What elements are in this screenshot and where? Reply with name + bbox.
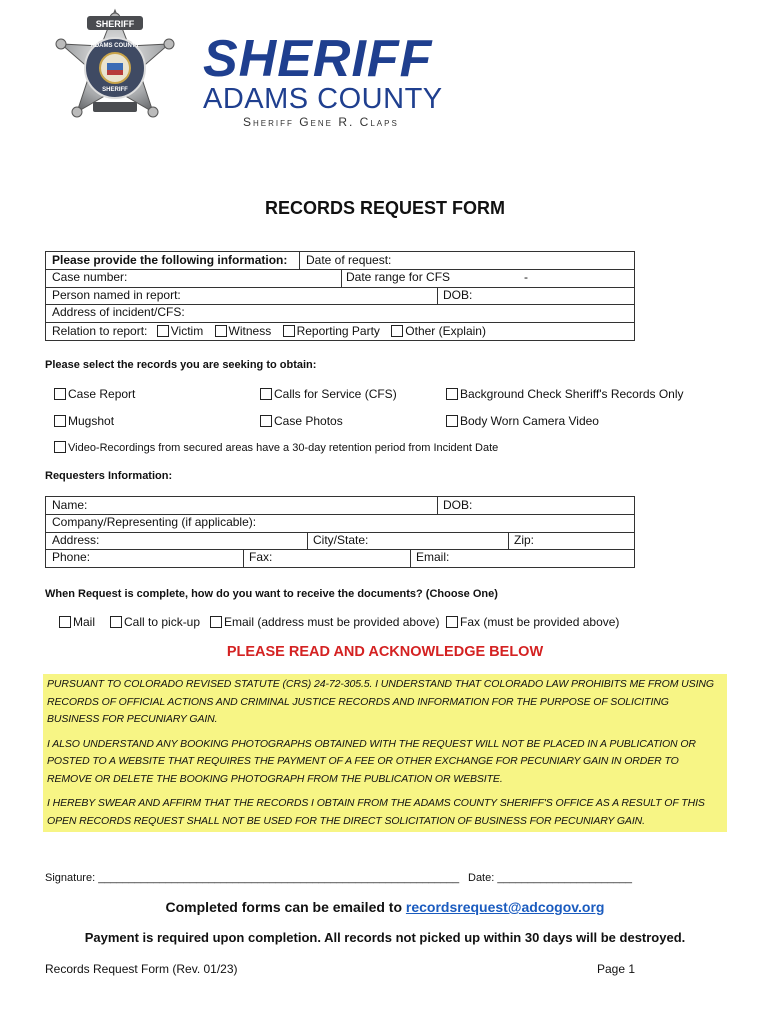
record-option-video[interactable] — [54, 441, 498, 454]
record-option-mugshot[interactable] — [54, 414, 114, 428]
body-camera-checkbox[interactable] — [446, 415, 458, 427]
email-instruction-text: Completed forms can be emailed to — [165, 899, 403, 915]
record-option-case-photos[interactable] — [260, 414, 343, 428]
requester-info-table — [45, 496, 635, 568]
other-checkbox[interactable] — [391, 325, 403, 337]
badge-bottom-text: SHERIFF — [102, 87, 128, 93]
email-instruction — [0, 899, 770, 915]
email-checkbox[interactable] — [210, 616, 222, 628]
address-incident-field[interactable]: Address of incident/CFS: — [52, 305, 185, 319]
fax-label: Fax (must be provided above) — [460, 615, 620, 629]
signature-date-line[interactable]: Date: ______________________ — [468, 872, 632, 884]
dob-field[interactable]: DOB: — [443, 288, 473, 302]
requester-heading: Requesters Information: — [45, 470, 173, 482]
cfs-checkbox[interactable] — [260, 388, 272, 400]
person-named-field[interactable]: Person named in report: — [52, 288, 181, 302]
mugshot-checkbox[interactable] — [54, 415, 66, 427]
sheriff-badge — [55, 8, 175, 130]
delivery-option-pickup[interactable] — [110, 615, 200, 629]
date-range-separator: - — [524, 270, 528, 284]
requester-city-state-field[interactable]: City/State: — [313, 533, 369, 547]
case-photos-checkbox[interactable] — [260, 415, 272, 427]
record-option-body-camera[interactable] — [446, 414, 599, 428]
victim-checkbox[interactable] — [157, 325, 169, 337]
mail-label: Mail — [73, 615, 96, 629]
background-check-checkbox[interactable] — [446, 388, 458, 400]
delivery-option-email[interactable] — [210, 615, 439, 629]
header-sheriff-name: Sheriff Gene R. Claps — [243, 115, 399, 129]
form-revision: Records Request Form (Rev. 01/23) — [45, 962, 238, 976]
mail-checkbox[interactable] — [59, 616, 71, 628]
delivery-option-mail[interactable] — [59, 615, 95, 629]
requester-company-field[interactable]: Company/Representing (if applicable): — [52, 515, 257, 529]
payment-notice: Payment is required upon completion. All records not picked up within 30 days will be destroyed. — [84, 930, 686, 945]
fax-checkbox[interactable] — [446, 616, 458, 628]
other-label: Other (Explain) — [405, 324, 486, 338]
acknowledge-paragraph-3: I HEREBY SWEAR AND AFFIRM THAT THE RECORDS I OBTAIN FROM THE ADAMS COUNTY SHERIFF'S OFFICE AS A RESULT OF THIS OPEN RECORDS REQUEST SHALL NOT BE USED FOR THE DIRECT SOLICITATION OF BUSINESS FOR PECUNIARY GAIN. — [47, 797, 705, 827]
cfs-label: Calls for Service (CFS) — [274, 387, 397, 401]
acknowledge-paragraph-2: I ALSO UNDERSTAND ANY BOOKING PHOTOGRAPHS OBTAINED WITH THE REQUEST WILL NOT BE PLACED IN A PUBLICATION OR POSTED TO A WEBSITE THAT REQUIRES THE PAYMENT OF A FEE OR OTHER EXCHANGE FOR PECUNIARY GAIN IN ORDER TO REMOVE OR DELETE THE BOOKING PHOTOGRAPH FROM THE PUBLICATION OR WEBSITE. — [47, 737, 696, 785]
relation-label: Relation to report: — [52, 324, 148, 338]
page-number: Page 1 — [597, 962, 636, 976]
header-county: ADAMS COUNTY — [203, 83, 443, 115]
provide-info-label: Please provide the following information: — [52, 253, 288, 267]
date-range-field[interactable]: Date range for CFS — [346, 270, 451, 284]
reporting-party-checkbox[interactable] — [283, 325, 295, 337]
case-report-label: Case Report — [68, 387, 136, 401]
body-camera-label: Body Worn Camera Video — [460, 414, 599, 428]
request-info-table — [45, 251, 635, 341]
case-number-field[interactable]: Case number: — [52, 270, 128, 284]
witness-label: Witness — [228, 324, 272, 338]
video-checkbox[interactable] — [54, 441, 66, 453]
signature-line[interactable]: Signature: ___________________________________________________________ — [45, 872, 460, 884]
case-photos-label: Case Photos — [274, 414, 343, 428]
acknowledge-box — [43, 674, 727, 832]
pickup-checkbox[interactable] — [110, 616, 122, 628]
requester-email-field[interactable]: Email: — [416, 550, 450, 564]
requester-address-field[interactable]: Address: — [52, 533, 100, 547]
badge-top-text: SHERIFF — [95, 19, 135, 29]
badge-ring-text: ADAMS COUNTY — [90, 43, 140, 49]
reporting-party-label: Reporting Party — [296, 324, 380, 338]
requester-zip-field[interactable]: Zip: — [514, 533, 535, 547]
acknowledge-heading: PLEASE READ AND ACKNOWLEDGE BELOW — [226, 644, 544, 660]
mugshot-label: Mugshot — [68, 414, 115, 428]
records-email-link[interactable]: recordsrequest@adcogov.org — [405, 899, 605, 915]
victim-label: Victim — [170, 324, 204, 338]
pickup-label: Call to pick-up — [124, 615, 201, 629]
date-of-request-field[interactable]: Date of request: — [306, 253, 392, 267]
case-report-checkbox[interactable] — [54, 388, 66, 400]
requester-name-field[interactable]: Name: — [52, 498, 88, 512]
record-option-cfs[interactable] — [260, 387, 397, 401]
background-check-label: Background Check Sheriff's Records Only — [460, 387, 684, 401]
requester-phone-field[interactable]: Phone: — [52, 550, 91, 564]
delivery-heading: When Request is complete, how do you want to receive the documents? (Choose One) — [45, 588, 498, 600]
requester-fax-field[interactable]: Fax: — [249, 550, 273, 564]
form-title: RECORDS REQUEST FORM — [264, 198, 505, 218]
acknowledge-paragraph-1: PURSUANT TO COLORADO REVISED STATUTE (CRS) 24-72-305.5. I UNDERSTAND THAT COLORADO LAW PROHIBITS ME FROM USING RECORDS OF OFFICIAL ACTIONS AND CRIMINAL JUSTICE RECORDS AND INFORMATION FOR THE PURPOSE OF SOLICITING BUSINESS FOR PECUNIARY GAIN. — [47, 678, 714, 725]
requester-dob-field[interactable]: DOB: — [443, 498, 473, 512]
record-option-background-check[interactable] — [446, 387, 684, 401]
delivery-option-fax[interactable] — [446, 615, 619, 629]
header-title: SHERIFF — [203, 30, 433, 88]
video-note-label: Video-Recordings from secured areas have a 30-day retention period from Incident Date — [68, 442, 499, 454]
records-heading: Please select the records you are seeking to obtain: — [45, 359, 317, 371]
record-option-case-report[interactable] — [54, 387, 135, 401]
relation-row — [52, 323, 486, 340]
email-label: Email (address must be provided above) — [224, 615, 440, 629]
witness-checkbox[interactable] — [215, 325, 227, 337]
